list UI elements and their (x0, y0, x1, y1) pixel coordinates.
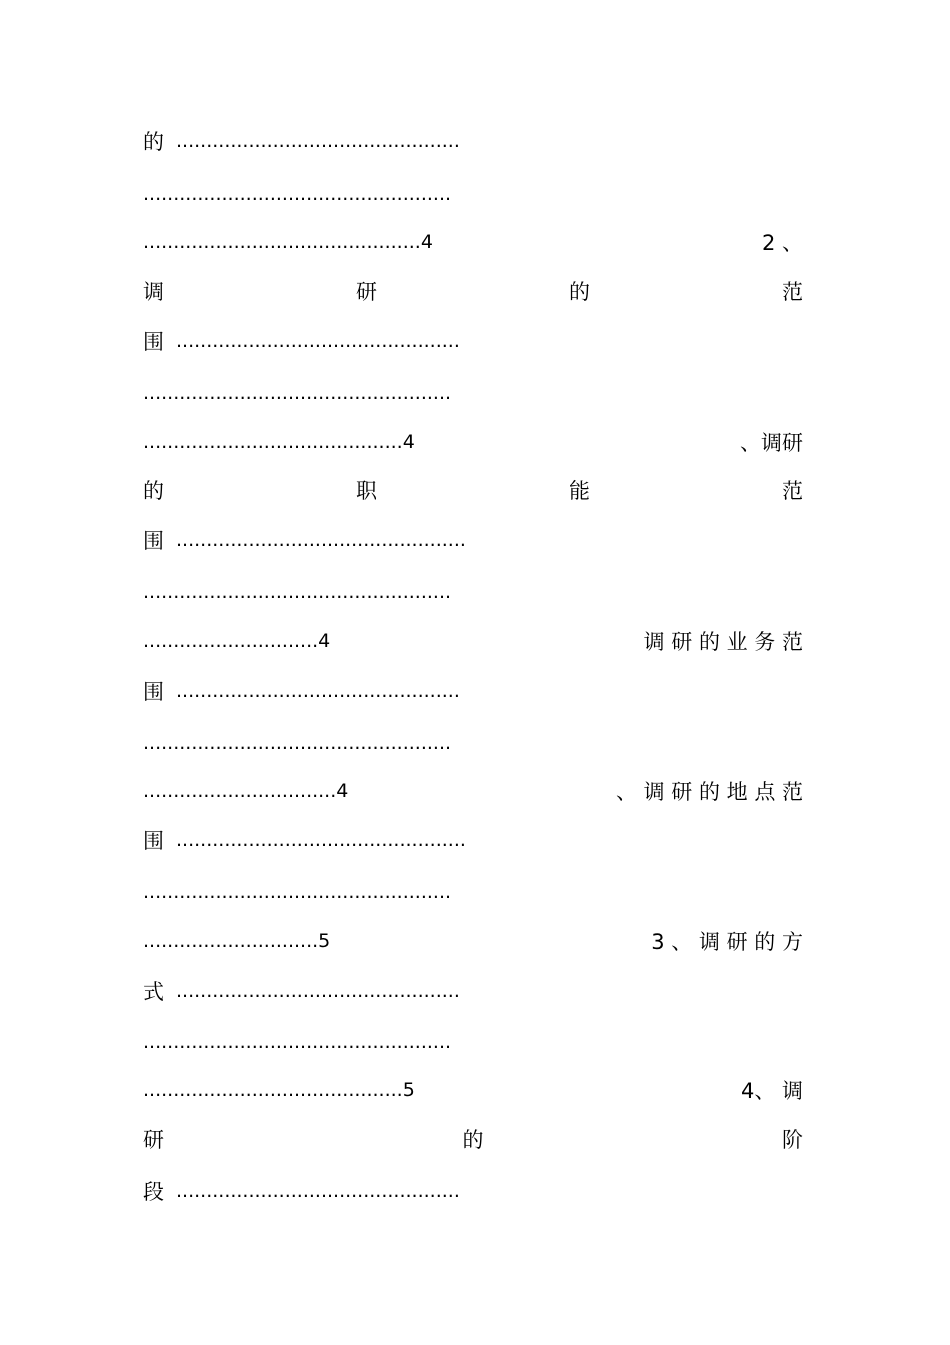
toc-word: 的 (143, 479, 164, 503)
toc-leader: ................................................ (176, 829, 466, 851)
toc-line (143, 976, 803, 1006)
toc-word: 围 (143, 529, 164, 553)
toc-line (143, 126, 803, 156)
toc-leader-page: .............................5 (143, 930, 331, 952)
toc-line (143, 676, 803, 706)
toc-line (143, 179, 803, 209)
toc-word: 围 (143, 330, 164, 354)
toc-word: 阶 (782, 1128, 803, 1152)
toc-leader: ............................................... (176, 980, 460, 1002)
toc-word: 研 (356, 280, 377, 304)
toc-leader-page: ...........................................4 (143, 431, 415, 453)
toc-leader: ............................................... (176, 330, 460, 352)
toc-leader: ................................................... (143, 183, 452, 205)
toc-word: 调 (143, 280, 164, 304)
toc-line (143, 1075, 803, 1105)
toc-line (143, 326, 803, 356)
toc-entry-title: 调 研 的 业 务 范 (643, 630, 803, 654)
toc-line (143, 427, 803, 457)
toc-leader: ................................................ (176, 529, 466, 551)
toc-word: 的 (569, 280, 590, 304)
toc-word: 围 (143, 829, 164, 853)
toc-line (143, 877, 803, 907)
toc-line (143, 227, 803, 257)
toc-line (143, 776, 803, 806)
toc-line (143, 926, 803, 956)
toc-leader: ............................................... (176, 680, 460, 702)
toc-line (143, 378, 803, 408)
toc-entry-title: 、 调 研 的 地 点 范 (615, 780, 803, 804)
toc-word: 围 (143, 680, 164, 704)
toc-word: 段 (143, 1180, 164, 1204)
toc-leader: ................................................... (143, 1031, 452, 1053)
toc-entry-title: 3 、 调 研 的 方 (651, 930, 803, 954)
toc-entry-title: 4、 调 (740, 1079, 803, 1103)
toc-justified-line (143, 276, 803, 306)
toc-leader: ................................................... (143, 881, 452, 903)
toc-word: 式 (143, 980, 164, 1004)
toc-leader: ................................................... (143, 732, 452, 754)
toc-leader-page: ................................4 (143, 780, 349, 802)
toc-leader-page: .............................4 (143, 630, 331, 652)
toc-leader-page: ...........................................5 (143, 1079, 415, 1101)
toc-line (143, 1027, 803, 1057)
toc-line (143, 728, 803, 758)
toc-entry-number: 2 、 (761, 231, 803, 255)
toc-leader: ................................................... (143, 581, 452, 603)
toc-word: 能 (569, 479, 590, 503)
toc-word: 范 (782, 280, 803, 304)
toc-entry-title: 、调研 (740, 431, 803, 455)
toc-line (143, 525, 803, 555)
toc-justified-line (143, 475, 803, 505)
toc-word: 研 (143, 1128, 164, 1152)
toc-line (143, 1176, 803, 1206)
toc-word: 的 (143, 130, 164, 154)
toc-line (143, 825, 803, 855)
toc-leader: ............................................... (176, 130, 460, 152)
toc-leader: ............................................... (176, 1180, 460, 1202)
toc-word: 的 (462, 1128, 484, 1152)
toc-word: 职 (356, 479, 377, 503)
toc-leader-page: ..............................................4 (143, 231, 433, 253)
toc-word: 范 (782, 479, 803, 503)
toc-leader: ................................................... (143, 382, 452, 404)
toc-line (143, 626, 803, 656)
toc-justified-line (143, 1124, 803, 1154)
toc-line (143, 577, 803, 607)
